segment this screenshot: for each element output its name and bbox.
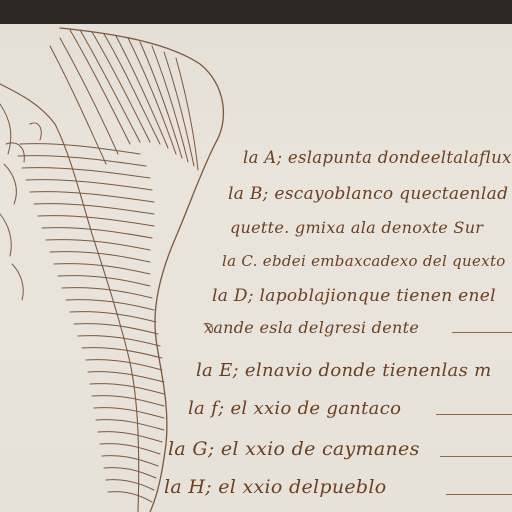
legend-rule-h bbox=[446, 494, 512, 495]
legend-rule-g bbox=[440, 456, 512, 457]
legend-line-g: la G; el xxio de caymanes bbox=[168, 438, 420, 460]
legend-line-e: la E; elnavio donde tienenlas m bbox=[196, 360, 492, 381]
legend-line-c: la C. ebdei embaxcadexo del quexto bbox=[222, 252, 506, 270]
legend-line-a: la A; eslapunta dondeeltalaflux bbox=[243, 148, 512, 167]
legend-rule-d bbox=[452, 332, 512, 333]
legend-line-h: la H; el xxio delpueblo bbox=[164, 476, 387, 498]
dark-top-border bbox=[0, 0, 512, 24]
legend-rule-f bbox=[436, 414, 512, 415]
legend-line-b-cont: quette. gmixa ala denoxte Sur bbox=[230, 218, 484, 237]
legend-line-f: la f; el xxio de gantaco bbox=[188, 398, 402, 419]
legend-line-b: la B; escayoblanco quectaenlad bbox=[228, 184, 509, 204]
manuscript-page bbox=[0, 24, 512, 512]
legend-line-d: la D; lapoblajionque tienen enel bbox=[212, 286, 496, 306]
legend-line-d-cont: xande esla delgresi dente bbox=[204, 318, 420, 337]
